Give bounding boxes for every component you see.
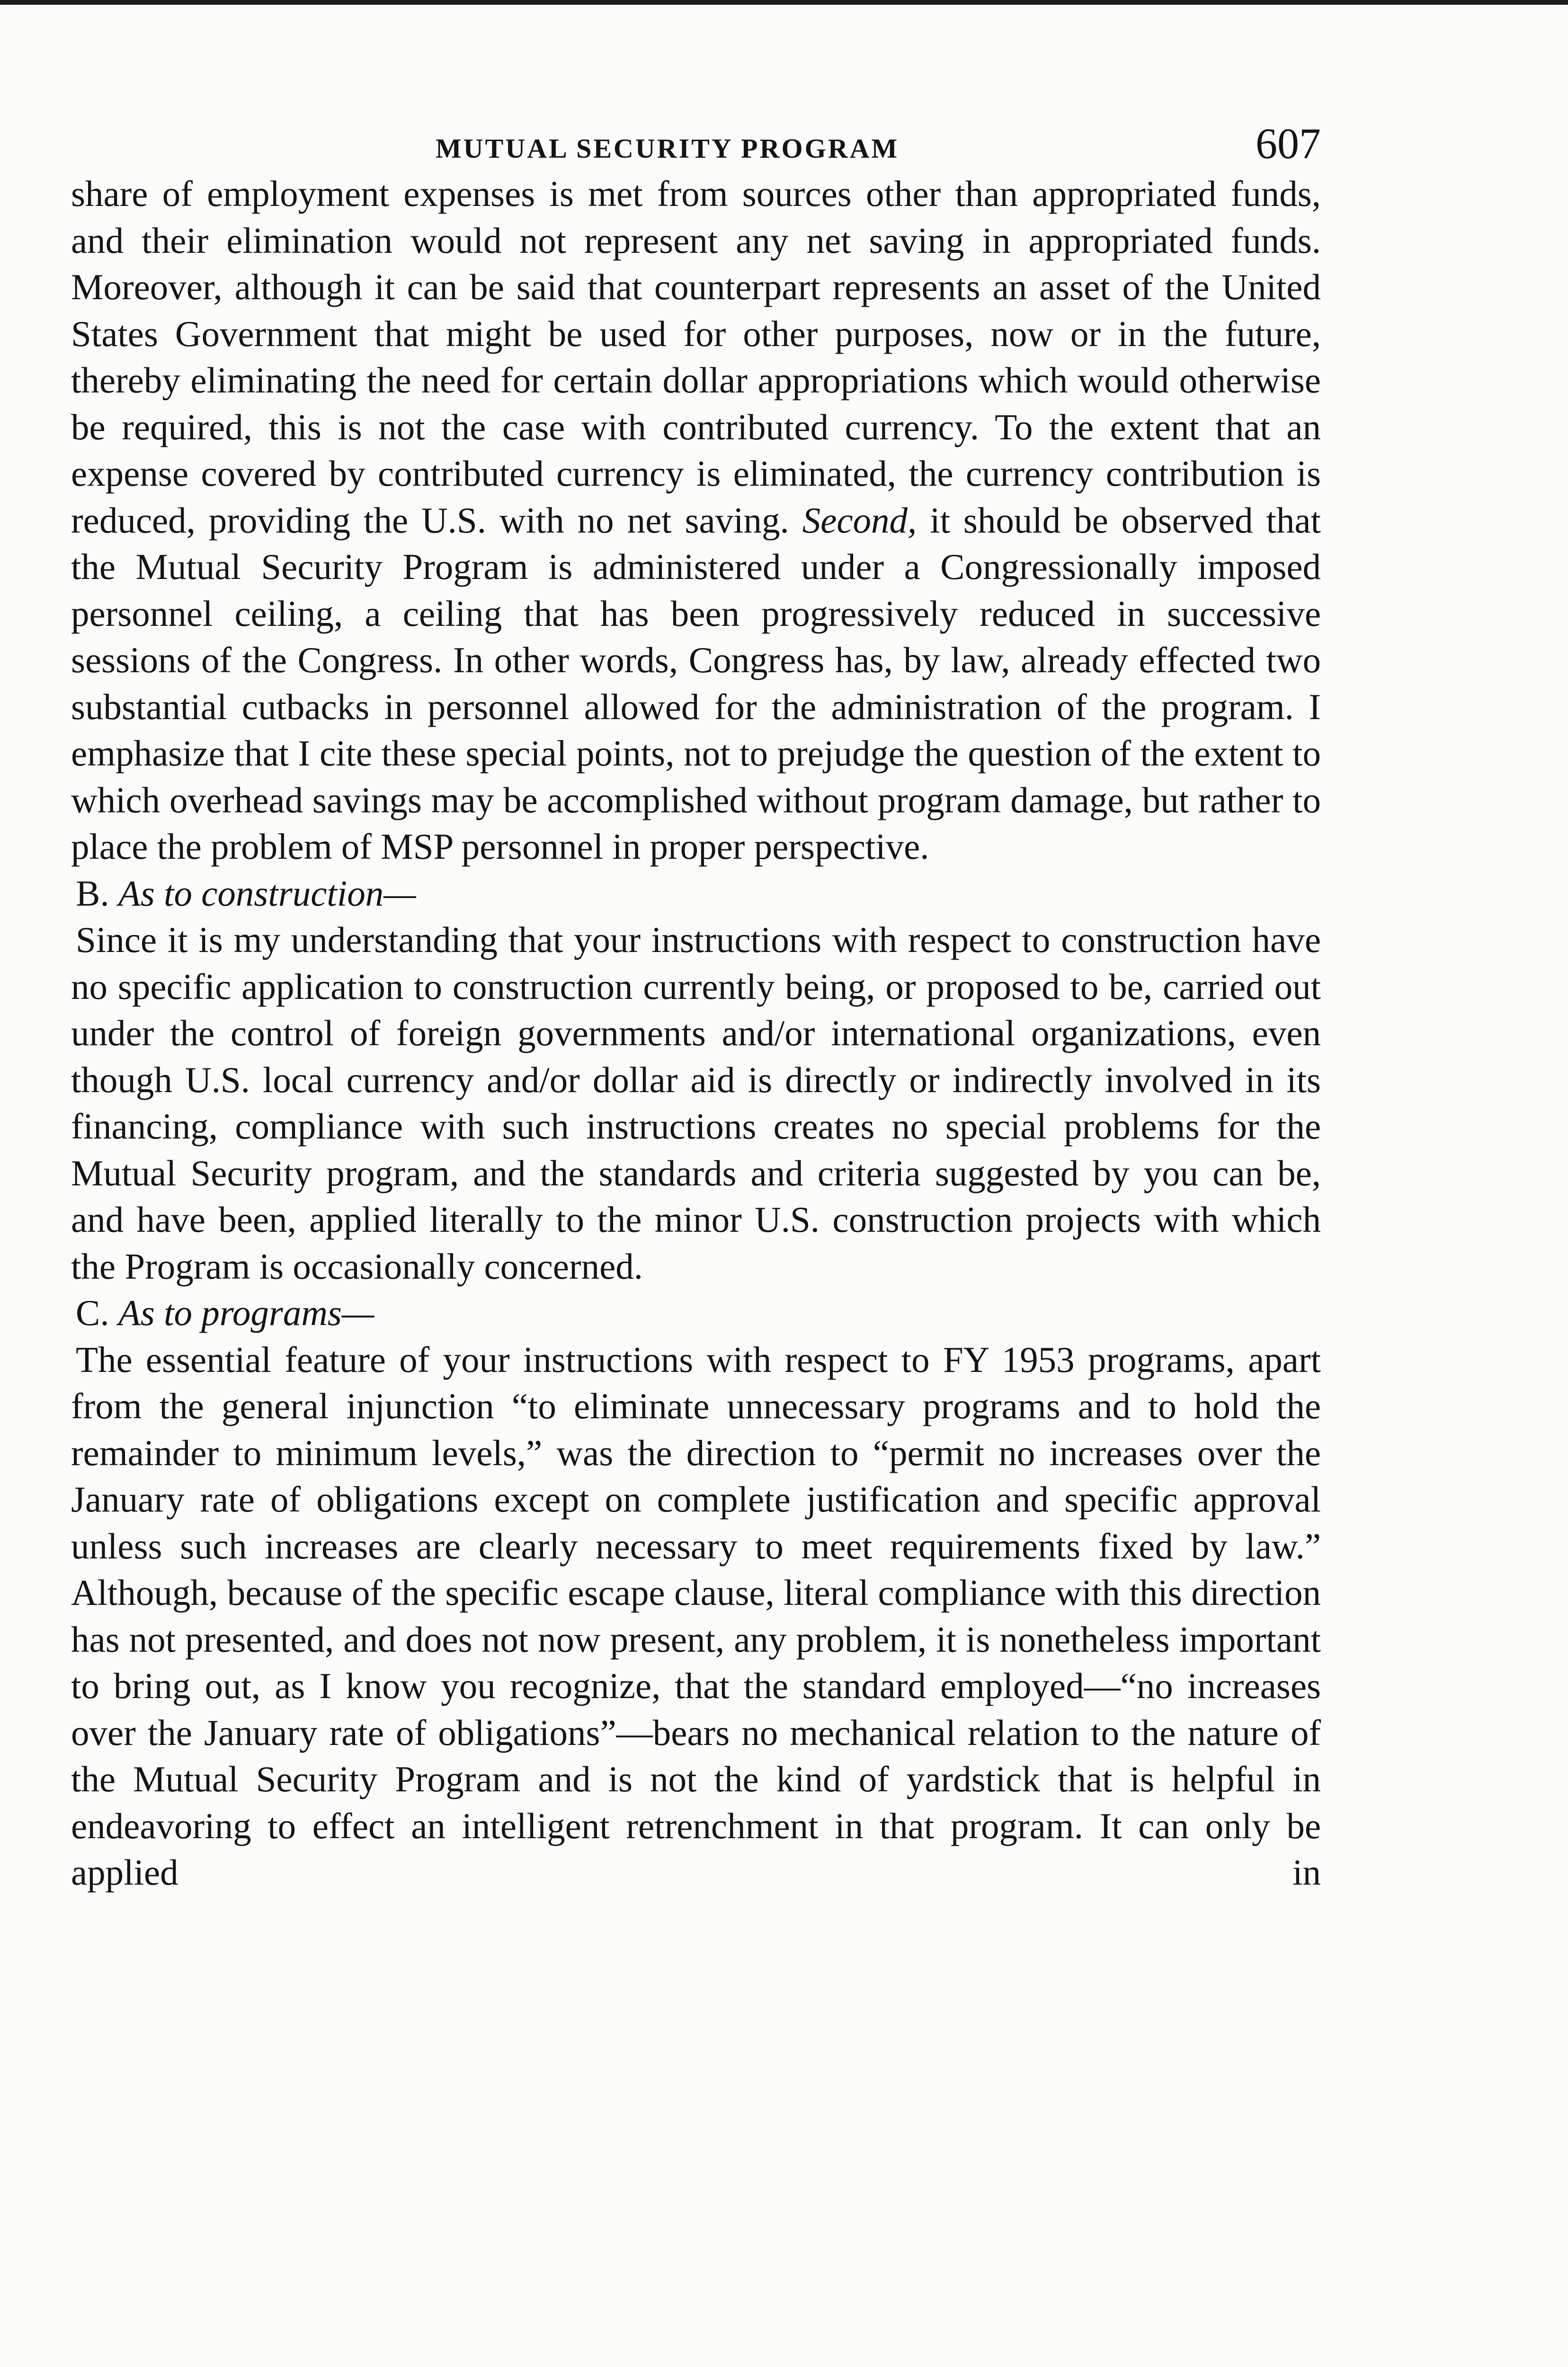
running-header — [71, 118, 1321, 170]
body-text — [71, 170, 1321, 1896]
paragraph-personnel — [71, 170, 1321, 870]
section-title: As to programs— — [118, 1292, 374, 1333]
section-heading-programs — [71, 1290, 1321, 1336]
section-label: B. — [76, 872, 109, 914]
emphasis-second: Second, — [802, 499, 917, 541]
running-title: MUTUAL SECURITY PROGRAM — [436, 133, 900, 164]
paragraph-programs: The essential feature of your instructions with respect to FY 1953 programs, apart from the general injunction “to eliminate unnecessary programs and to hold the remainder to minimum levels,” was the direction to “permit no increases over the January rate of obligations except on complete justification and specific approval unless such increases are clearly necessary to meet requirements fixed by law.” Although, because of the specific escape clause, literal compliance with this direction has not presented, and does not now present, any problem, it is nonetheless important to bring out, as I know you recognize, that the standard employed—“no increases over the January rate of obligations”—bears no mechanical relation to the nature of the Mutual Security Program and is not the kind of yardstick that is helpful in endeavoring to effect an intelligent retrenchment in that program. It can only be applied in — [71, 1339, 1321, 1893]
section-heading-construction — [71, 870, 1321, 917]
paragraph-construction: Since it is my understanding that your instructions with respect to construction have no specific application to construction currently being, or proposed to be, carried out under the control of foreign governments and/or international organizations, even though U.S. local currency and/or dollar aid is directly or indirectly involved in its financing, compliance with such instructions creates no special problems for the Mutual Security program, and the standards and criteria suggested by you can be, and have been, applied literally to the minor U.S. construction projects with which the Program is occasionally concerned. — [71, 919, 1321, 1287]
section-title: As to construction— — [118, 872, 416, 914]
top-border-rule — [0, 0, 1568, 5]
document-page — [71, 118, 1321, 1896]
page-number: 607 — [1256, 119, 1321, 168]
section-label: C. — [76, 1292, 109, 1333]
paragraph-text-continued: it should be observed that the Mutual Security Program is administered under a Congressionally imposed personnel ceiling, a ceiling that has been progressively reduced in successive sessions of the Congress. In other words, Congress has, by law, already effected two substantial cutbacks in personnel allowed for the administration of the program. I emphasize that I cite these special points, not to prejudge the question of the extent to which overhead savings may be accomplished without program damage, but rather to place the problem of MSP personnel in proper perspective. — [71, 499, 1321, 867]
paragraph-text: share of employment expenses is met from sources other than appropriated funds, and their elimination would not represent any net saving in appropriated funds. Moreover, although it can be said that counterpart represents an asset of the United States Government that might be used for other purposes, now or in the future, thereby eliminating the need for certain dollar appropriations which would otherwise be required, this is not the case with contributed currency. To the extent that an expense covered by contributed currency is eliminated, the currency contribution is reduced, providing the U.S. with no net saving. — [71, 173, 1321, 541]
